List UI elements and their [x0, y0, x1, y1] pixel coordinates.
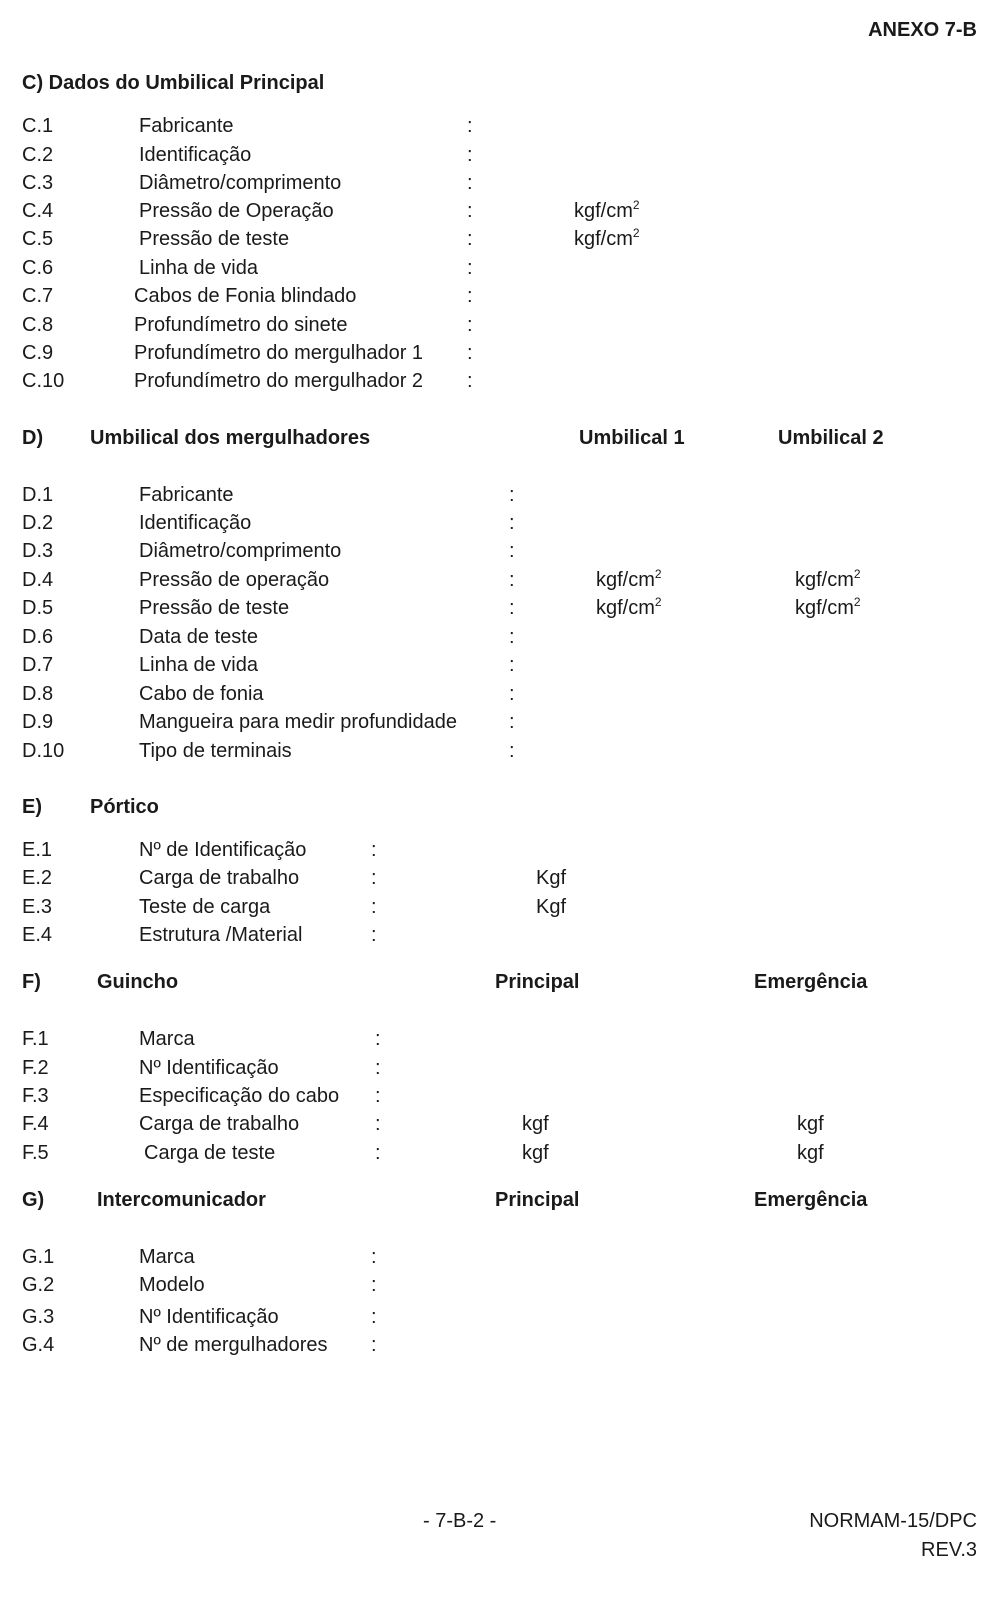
- f5-colon: :: [375, 1142, 381, 1164]
- f4-colon: :: [375, 1113, 381, 1135]
- d10-label: Tipo de terminais: [139, 740, 292, 762]
- c10-code: C.10: [22, 370, 65, 392]
- d2-colon: :: [509, 512, 515, 534]
- d9-label: Mangueira para medir profundidade: [139, 711, 457, 733]
- c8-label: Profundímetro do sinete: [134, 314, 348, 336]
- g4-label: Nº de mergulhadores: [139, 1334, 328, 1356]
- c5-colon: :: [467, 228, 473, 250]
- e3-label: Teste de carga: [139, 896, 271, 918]
- g2-label: Modelo: [139, 1274, 205, 1296]
- f3-colon: :: [375, 1085, 381, 1107]
- d5-unit-col2: kgf/$cm^2$: [795, 595, 861, 619]
- c7-label: Cabos de Fonia blindado: [134, 285, 357, 307]
- d9-colon: :: [509, 711, 515, 733]
- f5-unit-col2: kgf: [797, 1142, 824, 1164]
- d3-colon: :: [509, 540, 515, 562]
- c9-colon: :: [467, 342, 473, 364]
- g1-label: Marca: [139, 1246, 195, 1268]
- c6-code: C.6: [22, 257, 54, 279]
- g3-label: Nº Identificação: [139, 1306, 279, 1328]
- c9-label: Profundímetro do mergulhador 1: [134, 342, 424, 364]
- c8-code: C.8: [22, 314, 54, 336]
- d5-label: Pressão de teste: [139, 597, 290, 619]
- c3-label: Diâmetro/comprimento: [139, 172, 342, 194]
- g4-colon: :: [371, 1334, 377, 1356]
- c3-colon: :: [467, 172, 473, 194]
- c4-unit: kgf/$cm^2$: [574, 198, 640, 222]
- g3-code: G.3: [22, 1306, 55, 1328]
- c5-code: C.5: [22, 228, 54, 250]
- c6-label: Linha de vida: [139, 257, 258, 279]
- d1-label: Fabricante: [139, 484, 234, 506]
- c9-code: C.9: [22, 342, 54, 364]
- section-e-title: Pórtico: [90, 796, 159, 818]
- section-f-letter: F): [22, 971, 41, 993]
- f4-code: F.4: [22, 1113, 49, 1135]
- e3-colon: :: [371, 896, 377, 918]
- section-f-title: Guincho: [97, 971, 179, 993]
- e1-colon: :: [371, 839, 377, 861]
- g2-code: G.2: [22, 1274, 55, 1296]
- section-d-title: Umbilical dos mergulhadores: [90, 427, 371, 449]
- page-number: - 7-B-2 -: [423, 1510, 497, 1532]
- e2-unit: Kgf: [536, 867, 567, 889]
- d5-unit-col1: kgf/$cm^2$: [596, 595, 662, 619]
- c1-label: Fabricante: [139, 115, 234, 137]
- f4-unit-col1: kgf: [522, 1113, 549, 1135]
- d7-code: D.7: [22, 654, 54, 676]
- d4-colon: :: [509, 569, 515, 591]
- e1-label: Nº de Identificação: [139, 839, 307, 861]
- d3-code: D.3: [22, 540, 54, 562]
- d4-unit-col2: kgf/$cm^2$: [795, 567, 861, 591]
- section-d-letter: D): [22, 427, 44, 449]
- section-e-letter: E): [22, 796, 42, 818]
- section-g-title: Intercomunicador: [97, 1189, 266, 1211]
- section-f-col2-header: Emergência: [754, 971, 868, 993]
- d8-code: D.8: [22, 683, 54, 705]
- d6-colon: :: [509, 626, 515, 648]
- e4-colon: :: [371, 924, 377, 946]
- d10-colon: :: [509, 740, 515, 762]
- section-c-heading: C) Dados do Umbilical Principal: [22, 72, 325, 94]
- c5-unit: kgf/$cm^2$: [574, 226, 640, 250]
- f2-label: Nº Identificação: [139, 1057, 279, 1079]
- annex-title: ANEXO 7-B: [868, 19, 977, 41]
- document-code: NORMAM-15/DPC: [809, 1510, 977, 1532]
- f5-unit-col1: kgf: [522, 1142, 549, 1164]
- d7-colon: :: [509, 654, 515, 676]
- c2-code: C.2: [22, 144, 54, 166]
- e2-label: Carga de trabalho: [139, 867, 300, 889]
- f5-code: F.5: [22, 1142, 49, 1164]
- f5-label: Carga de teste: [144, 1142, 276, 1164]
- g4-code: G.4: [22, 1334, 55, 1356]
- d8-label: Cabo de fonia: [139, 683, 264, 705]
- d1-code: D.1: [22, 484, 54, 506]
- c5-label: Pressão de teste: [139, 228, 290, 250]
- f4-label: Carga de trabalho: [139, 1113, 300, 1135]
- c4-label: Pressão de Operação: [139, 200, 334, 222]
- d3-label: Diâmetro/comprimento: [139, 540, 342, 562]
- f2-colon: :: [375, 1057, 381, 1079]
- c1-code: C.1: [22, 115, 54, 137]
- g1-colon: :: [371, 1246, 377, 1268]
- c2-label: Identificação: [139, 144, 252, 166]
- document-revision: REV.3: [921, 1539, 977, 1561]
- section-g-col2-header: Emergência: [754, 1189, 868, 1211]
- e1-code: E.1: [22, 839, 53, 861]
- e3-code: E.3: [22, 896, 53, 918]
- section-d-col2-header: Umbilical 2: [778, 427, 884, 449]
- c7-code: C.7: [22, 285, 54, 307]
- f4-unit-col2: kgf: [797, 1113, 824, 1135]
- e4-label: Estrutura /Material: [139, 924, 303, 946]
- f1-code: F.1: [22, 1028, 49, 1050]
- c1-colon: :: [467, 115, 473, 137]
- c8-colon: :: [467, 314, 473, 336]
- e3-unit: Kgf: [536, 896, 567, 918]
- c6-colon: :: [467, 257, 473, 279]
- d5-colon: :: [509, 597, 515, 619]
- g1-code: G.1: [22, 1246, 55, 1268]
- section-g-letter: G): [22, 1189, 45, 1211]
- section-g-col1-header: Principal: [495, 1189, 580, 1211]
- f3-label: Especificação do cabo: [139, 1085, 340, 1107]
- d1-colon: :: [509, 484, 515, 506]
- d5-code: D.5: [22, 597, 54, 619]
- e4-code: E.4: [22, 924, 53, 946]
- d6-label: Data de teste: [139, 626, 258, 648]
- d7-label: Linha de vida: [139, 654, 258, 676]
- e2-colon: :: [371, 867, 377, 889]
- d4-label: Pressão de operação: [139, 569, 330, 591]
- d9-code: D.9: [22, 711, 54, 733]
- g3-colon: :: [371, 1306, 377, 1328]
- f3-code: F.3: [22, 1085, 49, 1107]
- c4-colon: :: [467, 200, 473, 222]
- c2-colon: :: [467, 144, 473, 166]
- f2-code: F.2: [22, 1057, 49, 1079]
- d6-code: D.6: [22, 626, 54, 648]
- f1-label: Marca: [139, 1028, 195, 1050]
- c10-colon: :: [467, 370, 473, 392]
- d2-label: Identificação: [139, 512, 252, 534]
- section-f-col1-header: Principal: [495, 971, 580, 993]
- section-d-col1-header: Umbilical 1: [579, 427, 685, 449]
- e2-code: E.2: [22, 867, 53, 889]
- d8-colon: :: [509, 683, 515, 705]
- d4-code: D.4: [22, 569, 54, 591]
- c7-colon: :: [467, 285, 473, 307]
- c3-code: C.3: [22, 172, 54, 194]
- c4-code: C.4: [22, 200, 54, 222]
- d10-code: D.10: [22, 740, 65, 762]
- f1-colon: :: [375, 1028, 381, 1050]
- d2-code: D.2: [22, 512, 54, 534]
- c10-label: Profundímetro do mergulhador 2: [134, 370, 424, 392]
- d4-unit-col1: kgf/$cm^2$: [596, 567, 662, 591]
- g2-colon: :: [371, 1274, 377, 1296]
